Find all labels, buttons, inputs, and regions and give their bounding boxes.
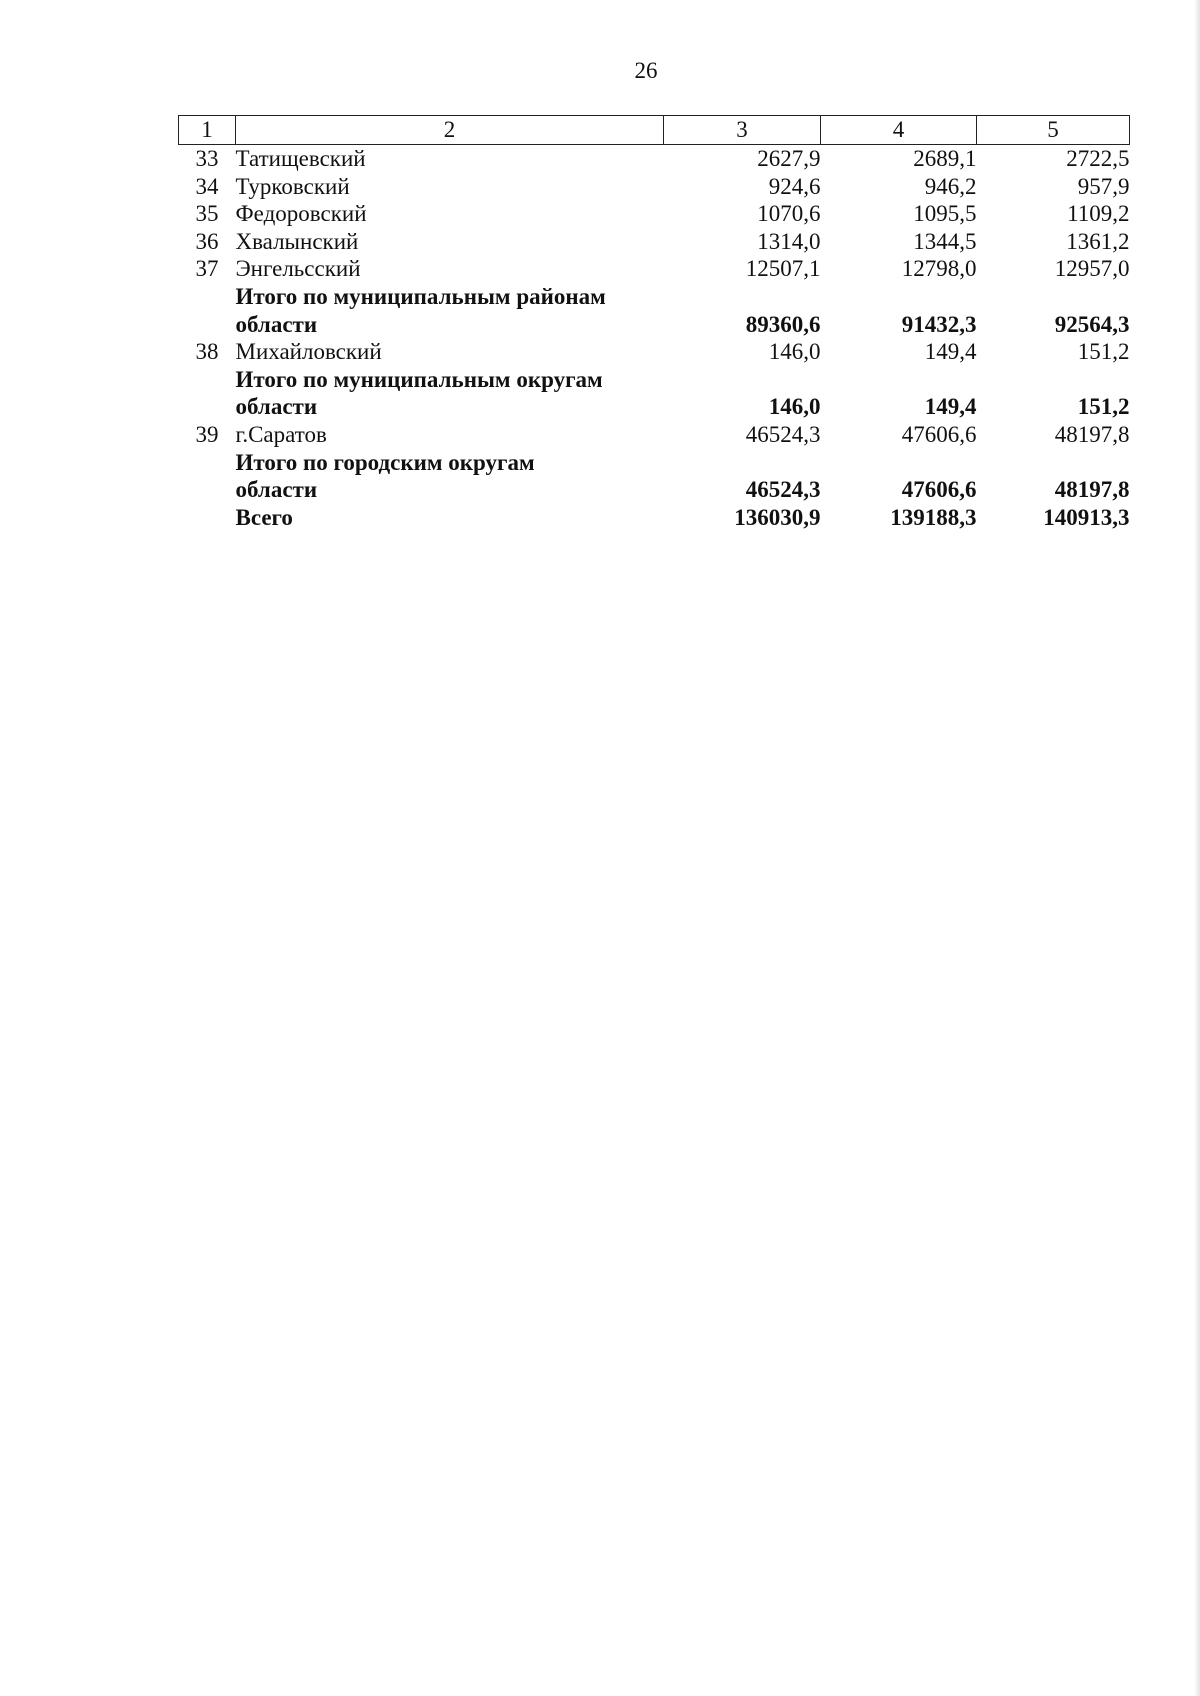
budget-table [178, 115, 1130, 531]
row-name-cell: Всего [235, 504, 293, 530]
column-4-value-cell [821, 449, 977, 477]
column-5-value-cell [977, 449, 1130, 477]
column-5-value-cell [977, 366, 1130, 394]
column-4-value-cell: 91432,3 [901, 311, 977, 337]
column-3-value-cell: 924,6 [768, 173, 821, 199]
row-number-cell: 36 [195, 228, 219, 254]
row-number-cell [179, 393, 236, 421]
column-3-value-cell: 1070,6 [757, 201, 821, 227]
column-5-value-cell: 48197,8 [1054, 477, 1130, 503]
row-number-cell: 39 [195, 421, 219, 447]
row-name-cell: Итого по муниципальным районам [235, 283, 606, 309]
column-5-value-cell: 1361,2 [1066, 228, 1130, 254]
column-3-value-cell: 146,0 [768, 394, 821, 420]
column-header-5: 5 [977, 116, 1130, 145]
column-5-value-cell: 140913,3 [1043, 504, 1130, 530]
table-total-row [179, 449, 1130, 477]
row-number-cell [179, 283, 236, 311]
row-number-cell [179, 311, 236, 339]
row-name-cell: Итого по муниципальным округам [235, 366, 603, 392]
table-row [179, 255, 1130, 283]
page-number: 26 [634, 58, 658, 83]
column-5-value-cell: 92564,3 [1054, 311, 1130, 337]
header-row [179, 116, 1130, 145]
column-header-1: 1 [179, 116, 236, 145]
row-name-cell: области [235, 311, 318, 337]
table-total-row [179, 393, 1130, 421]
table-row [179, 200, 1130, 228]
column-5-value-cell: 1109,2 [1067, 201, 1130, 227]
column-header-3: 3 [664, 116, 821, 145]
row-number-cell: 37 [195, 256, 219, 282]
row-name-cell: Федоровский [235, 201, 367, 227]
column-4-value-cell: 149,4 [924, 339, 977, 365]
table-total-row [179, 283, 1130, 311]
table-total-row [179, 504, 1130, 532]
column-5-value-cell: 151,2 [1077, 394, 1130, 420]
column-3-value-cell [664, 283, 821, 311]
column-4-value-cell: 149,4 [924, 394, 977, 420]
column-4-value-cell: 47606,6 [901, 421, 977, 447]
column-5-value-cell: 48197,8 [1054, 421, 1130, 447]
column-5-value-cell: 12957,0 [1054, 256, 1130, 282]
row-number-cell [179, 449, 236, 477]
row-number-cell [179, 476, 236, 504]
row-name-cell: Михайловский [235, 339, 382, 365]
row-number-cell: 33 [195, 146, 219, 171]
column-3-value-cell: 12507,1 [745, 256, 821, 282]
row-name-cell: Итого по городским округам [235, 449, 535, 475]
column-5-value-cell: 957,9 [1077, 173, 1130, 199]
column-5-value-cell: 2722,5 [1066, 146, 1130, 171]
column-4-value-cell: 2689,1 [913, 146, 977, 171]
row-name-cell: г.Саратов [235, 421, 327, 447]
row-number-cell: 38 [195, 339, 219, 365]
row-name-cell: области [235, 394, 318, 420]
column-3-value-cell: 2627,9 [757, 146, 821, 171]
column-5-value-cell: 151,2 [1077, 339, 1130, 365]
row-number-cell [179, 366, 236, 394]
column-3-value-cell: 146,0 [768, 339, 821, 365]
row-name-cell: Татищевский [235, 146, 366, 171]
table-row [179, 173, 1130, 201]
column-3-value-cell: 1314,0 [757, 228, 821, 254]
table-body [179, 145, 1130, 532]
column-3-value-cell [664, 449, 821, 477]
column-4-value-cell: 47606,6 [901, 477, 977, 503]
column-5-value-cell [977, 283, 1130, 311]
column-3-value-cell: 89360,6 [745, 311, 821, 337]
column-4-value-cell [821, 366, 977, 394]
column-4-value-cell: 946,2 [924, 173, 977, 199]
table-header [179, 116, 1130, 145]
column-3-value-cell [664, 366, 821, 394]
table-row [179, 338, 1130, 366]
column-4-value-cell [821, 283, 977, 311]
column-4-value-cell: 139188,3 [890, 504, 977, 530]
table-total-row [179, 366, 1130, 394]
table-row [179, 421, 1130, 449]
table-row [179, 145, 1130, 173]
table-row [179, 228, 1130, 256]
column-4-value-cell: 1344,5 [913, 228, 977, 254]
row-number-cell [179, 504, 236, 532]
column-4-value-cell: 12798,0 [901, 256, 977, 282]
column-3-value-cell: 136030,9 [734, 504, 821, 530]
column-3-value-cell: 46524,3 [745, 477, 821, 503]
table-total-row [179, 476, 1130, 504]
table-total-row [179, 311, 1130, 339]
row-name-cell: Энгельсский [235, 256, 361, 282]
row-name-cell: Турковский [235, 173, 350, 199]
column-4-value-cell: 1095,5 [913, 201, 977, 227]
column-header-4: 4 [821, 116, 977, 145]
row-name-cell: области [235, 477, 318, 503]
row-number-cell: 35 [195, 201, 219, 227]
page-edge-shadow [1194, 0, 1200, 1696]
row-name-cell: Хвалынский [235, 228, 359, 254]
row-number-cell: 34 [195, 173, 219, 199]
column-header-2: 2 [236, 116, 664, 145]
column-3-value-cell: 46524,3 [745, 421, 821, 447]
